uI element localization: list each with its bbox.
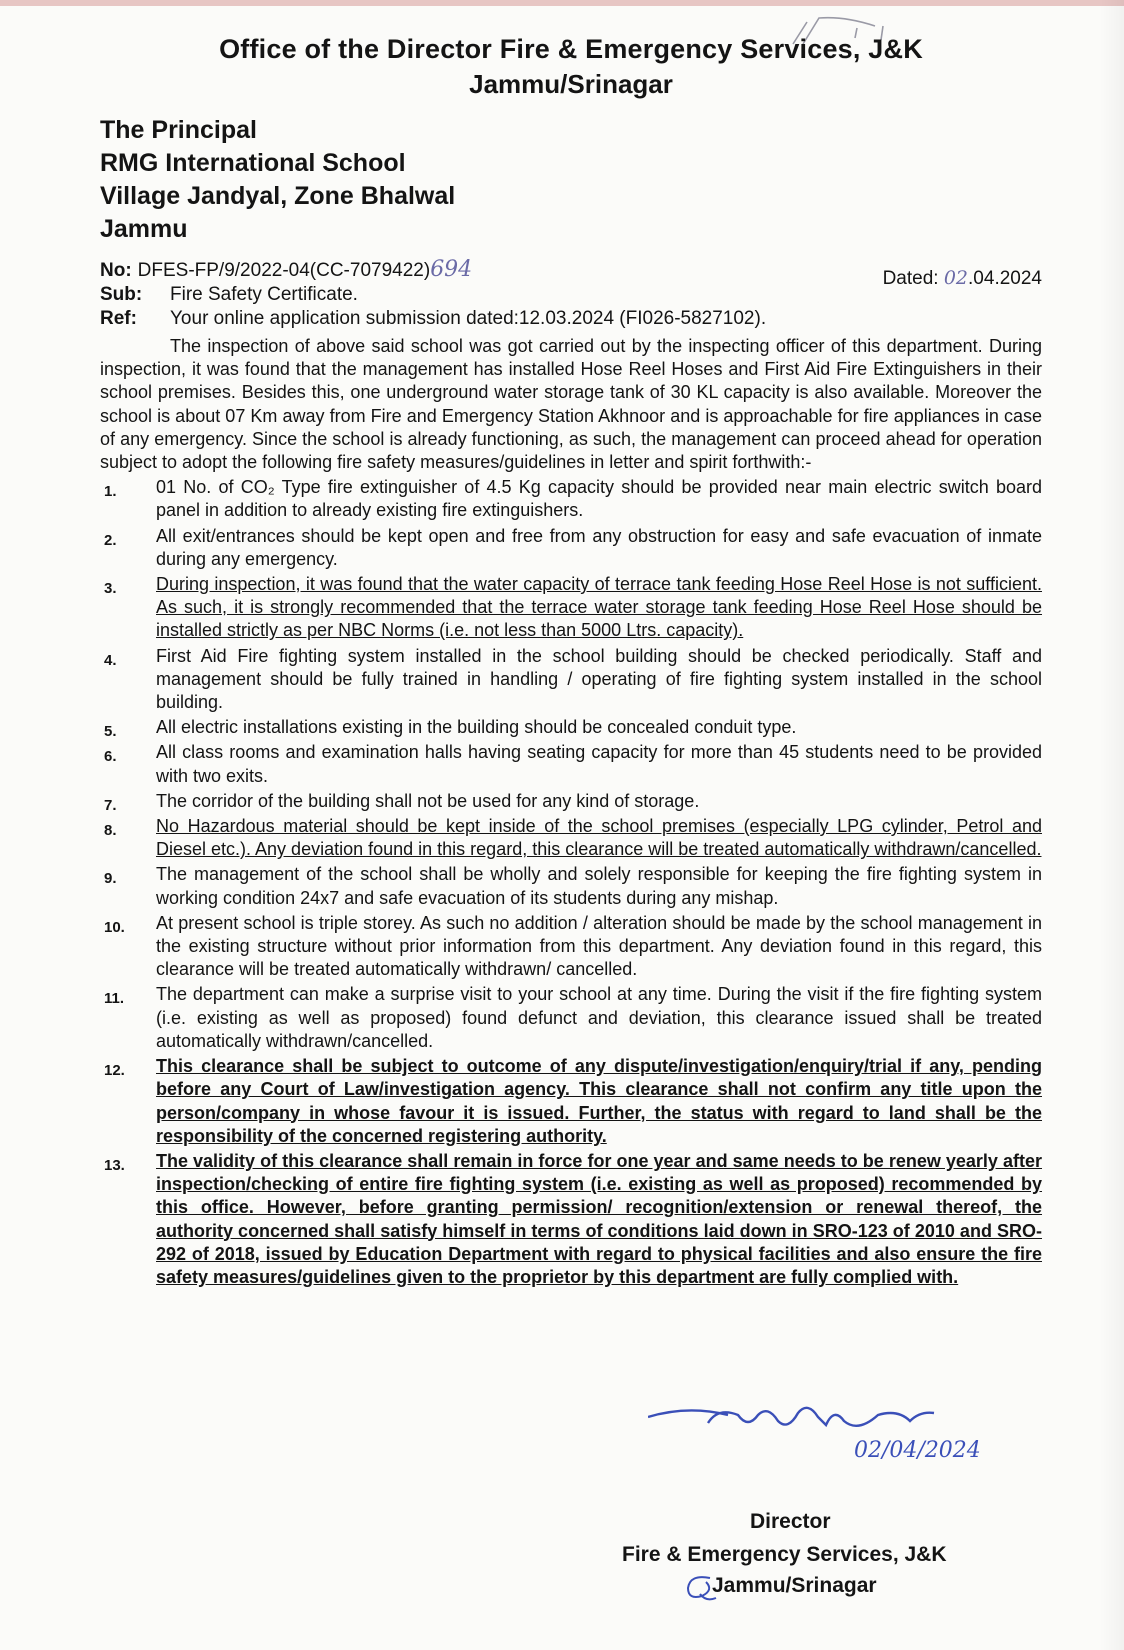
item-text: The department can make a surprise visit to your school at any time. During the visit if the fire fighting system (i.e. existing as well as proposed) found defunct and deviation, this clearance issued shall be treated automatically withdrawn/cancelled. <box>156 984 1042 1051</box>
item-number: 7. <box>104 796 117 814</box>
intro-paragraph: The inspection of above said school was got carried out by the inspecting officer of this department. During inspection, it was found that the management has installed Hose Reel Hoses and First Aid Fire Extinguishers in their school premises. Besides this, one underground water storage tank of 30 KL capacity is also available. Moreover the school is about 07 Km away from Fire and Emergency Station Akhnoor and is approachable for fire appliances in case of any emergency. Since the school is already functioning, as such, the management can proceed ahead for operation subject to adopt the following fire safety measures/guidelines in letter and spirit forthwith:- <box>100 336 1042 473</box>
signatory-office: Fire & Emergency Services, J&K <box>622 1543 947 1566</box>
addressee-line-3: Village Jandyal, Zone Bhalwal <box>100 182 456 210</box>
addressee-line-1: The Principal <box>100 116 257 144</box>
item-text: At present school is triple storey. As such no addition / alteration should be made by the school management in the existing structure without prior information from this department. Any deviation found in this regard, this clearance will be treated automatically withdrawn/ cancelled. <box>156 912 1042 980</box>
list-item <box>100 815 1042 861</box>
item-number: 8. <box>104 822 117 840</box>
reference-number: DFES-FP/9/2022-04(CC-7079422) <box>137 260 431 281</box>
page-edge-shadow <box>1100 0 1124 1650</box>
handwritten-number: 694 <box>430 257 473 282</box>
list-item <box>100 573 1042 643</box>
list-item <box>100 863 1042 909</box>
list-item <box>100 645 1042 715</box>
item-number: 4. <box>104 651 117 669</box>
subject-text: Fire Safety Certificate. <box>170 284 358 305</box>
guidelines-list <box>100 476 1042 1289</box>
item-text: The management of the school shall be wholly and solely responsible for keeping the fire fighting system in working condition 24x7 and safe evacuation of its students during any mishap. <box>156 864 1042 908</box>
list-item <box>100 1055 1042 1148</box>
list-item <box>100 912 1042 982</box>
item-number: 13. <box>104 1156 125 1174</box>
item-text: No Hazardous material should be kept inside of the school premises (especially LPG cylinder, Petrol and Diesel etc.). Any deviation found in this regard, this clearance will be treated automatically withdrawn/cancelled. <box>156 816 1042 860</box>
item-number: 1. <box>104 483 117 501</box>
item-text: All class rooms and examination halls having seating capacity for more than 45 students need to be provided with two exits. <box>156 742 1042 786</box>
subject-row <box>100 283 1042 307</box>
item-text: This clearance shall be subject to outcome of any dispute/investigation/enquiry/trial if any, pending before any Court of Law/investigation agency. This clearance shall not confirm any title upon the person/company in whose favour it is issued. Further, the status with regard to land shall be the responsibility of the concerned registering authority. <box>156 1056 1042 1146</box>
list-item <box>100 716 1042 739</box>
office-city: Jammu/Srinagar <box>469 69 673 99</box>
item-number: 11. <box>104 990 125 1008</box>
item-text: During inspection, it was found that the water capacity of terrace tank feeding Hose Reel Hose is not sufficient. As such, it is strongly recommended that the terrace water storage tank feeding Hose Reel Hose should be installed strictly as per NBC Norms (i.e. not less than 5000 Ltrs. capacity). <box>156 574 1042 641</box>
item-text: 01 No. of CO₂ Type fire extinguisher of 4.5 Kg capacity should be provided near main electric switch board panel in addition to already existing fire extinguishers. <box>156 477 1042 521</box>
list-item <box>100 790 1042 813</box>
top-edge-band <box>0 0 1124 6</box>
letter-body <box>100 22 1042 1291</box>
item-text: The validity of this clearance shall remain in force for one year and same needs to be renew yearly after inspection/checking of entire fire fighting system (i.e. existing as well as proposed) recommended by this office. However, before granting permission/ recognition/extension or renewal thereof, the authority concerned shall satisfy himself in terms of conditions laid down in SRO-123 of 2010 and SRO-292 of 2018, issued by Education Department with regard to physical facilities and also ensure the fire safety measures/guidelines given to the proprietor by this department are fully complied with. <box>156 1150 1042 1287</box>
office-heading: Office of the Director Fire & Emergency Services, J&K <box>219 34 923 64</box>
reference-number-row <box>100 257 1042 289</box>
addressee-line-4: Jammu <box>100 215 188 243</box>
item-number: 3. <box>104 580 117 598</box>
no-label: No: <box>100 260 132 281</box>
sub-label: Sub: <box>100 284 143 305</box>
dated-label: Dated: <box>882 268 939 289</box>
reference-row <box>100 307 1042 331</box>
list-item <box>100 525 1042 571</box>
signatory-city: Jammu/Srinagar <box>712 1574 877 1597</box>
item-text: The corridor of the building shall not be used for any kind of storage. <box>156 790 700 811</box>
list-item <box>100 741 1042 787</box>
dated-value: .04.2024 <box>968 268 1042 289</box>
ref-label: Ref: <box>100 308 137 329</box>
item-number: 10. <box>104 918 125 936</box>
list-item <box>100 1150 1042 1289</box>
addressee-line-2: RMG International School <box>100 149 406 177</box>
list-item <box>100 476 1042 522</box>
item-number: 12. <box>104 1062 125 1080</box>
item-number: 5. <box>104 723 117 741</box>
item-number: 2. <box>104 531 117 549</box>
signature-date: 02/04/2024 <box>854 1438 981 1463</box>
handwritten-day: 02 <box>943 267 969 289</box>
addressee-block <box>100 114 1042 246</box>
item-number: 9. <box>104 870 117 888</box>
list-item <box>100 983 1042 1053</box>
signatory-title: Director <box>750 1510 831 1533</box>
item-number: 6. <box>104 748 117 766</box>
reference-text: Your online application submission dated:12.03.2024 (FI026-5827102). <box>170 308 767 329</box>
director-signature <box>648 1395 1008 1490</box>
item-text: All electric installations existing in the building should be concealed conduit type. <box>156 717 797 738</box>
item-text: All exit/entrances should be kept open and free from any obstruction for easy and safe evacuation of inmate during any emergency. <box>156 525 1042 569</box>
item-text: First Aid Fire fighting system installed in the school building should be checked periodically. Staff and management should be fully trained in handling / operating of fire fighting system installed in the school building. <box>156 645 1042 713</box>
